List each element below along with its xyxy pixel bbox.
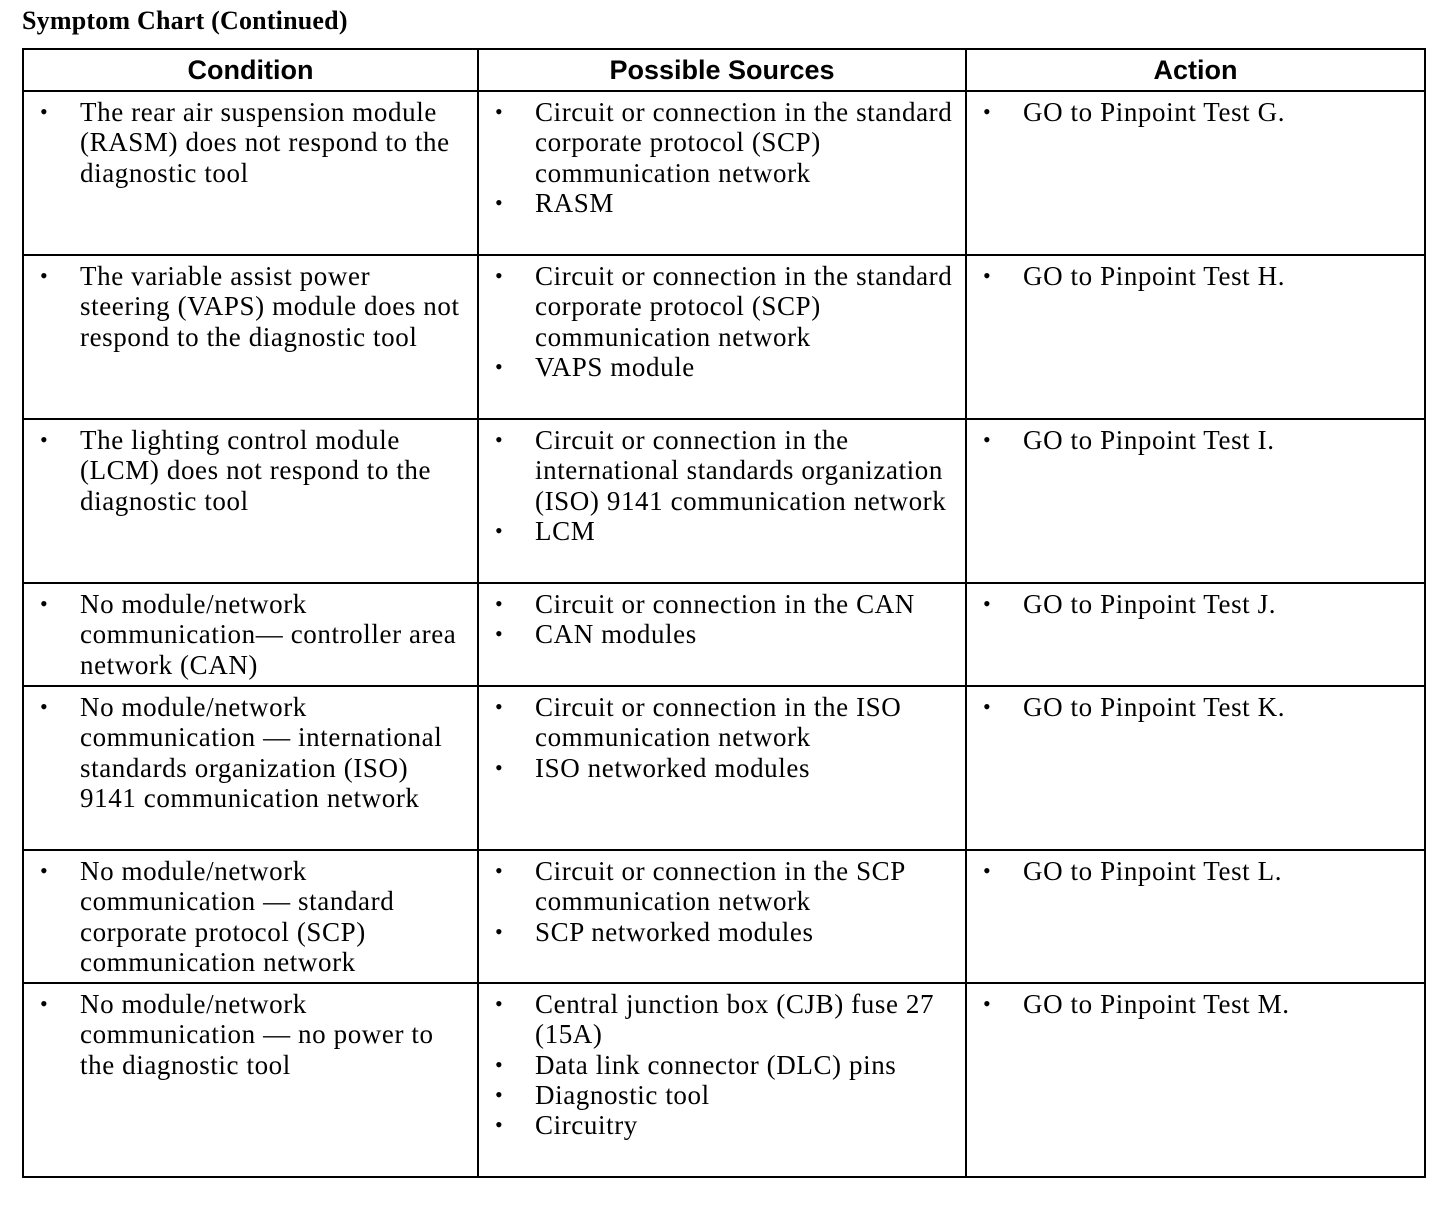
list-item	[491, 1110, 955, 1140]
action-text: GO to Pinpoint Test K.	[1023, 692, 1286, 722]
source-text: Circuit or connection in the SCP communication network	[535, 856, 905, 917]
bullet-icon: •	[495, 754, 504, 780]
source-text: Circuit or connection in the ISO communication network	[535, 692, 902, 753]
sources-cell	[478, 983, 966, 1177]
list-item	[491, 261, 955, 352]
action-cell	[966, 686, 1425, 850]
table-row	[23, 583, 1425, 686]
bullet-icon: •	[495, 353, 504, 379]
bullet-icon: •	[495, 918, 504, 944]
list-item	[36, 692, 467, 813]
bullet-icon: •	[40, 858, 49, 883]
source-text: Diagnostic tool	[535, 1079, 710, 1110]
list-item	[979, 692, 1414, 722]
condition-text: The rear air suspension module (RASM) does not respond to the diagnostic tool	[80, 97, 450, 188]
source-text: Circuit or connection in the international standards organization (ISO) 9141 communication network	[535, 425, 947, 516]
table-row	[23, 686, 1425, 850]
source-text: RASM	[535, 187, 614, 218]
source-text: Central junction box (CJB) fuse 27 (15A)	[535, 989, 935, 1050]
table-row	[23, 983, 1425, 1177]
action-cell	[966, 850, 1425, 983]
bullet-icon: •	[495, 858, 504, 883]
condition-cell	[23, 91, 478, 255]
sources-cell	[478, 91, 966, 255]
action-cell	[966, 983, 1425, 1177]
column-header-condition: Condition	[23, 49, 478, 91]
list-item	[491, 589, 955, 619]
source-text: Circuit or connection in the CAN	[535, 589, 915, 619]
source-text: Circuit or connection in the standard corporate protocol (SCP) communication network	[535, 261, 953, 352]
list-item	[979, 989, 1414, 1019]
bullet-icon: •	[495, 517, 504, 543]
bullet-icon: •	[495, 991, 504, 1016]
action-text: GO to Pinpoint Test J.	[1023, 589, 1277, 619]
list-item	[36, 261, 467, 352]
table-row	[23, 255, 1425, 419]
column-header-possible-sources: Possible Sources	[478, 49, 966, 91]
bullet-icon: •	[983, 858, 992, 883]
action-text: GO to Pinpoint Test L.	[1023, 856, 1283, 886]
list-item	[979, 425, 1414, 455]
table-row	[23, 419, 1425, 583]
source-text: Circuit or connection in the standard corporate protocol (SCP) communication network	[535, 97, 953, 188]
list-item	[491, 989, 955, 1050]
bullet-icon: •	[40, 99, 49, 124]
sources-cell	[478, 686, 966, 850]
action-cell	[966, 91, 1425, 255]
action-cell	[966, 583, 1425, 686]
source-text: ISO networked modules	[535, 752, 811, 783]
list-item	[491, 619, 955, 649]
column-header-action: Action	[966, 49, 1425, 91]
list-item	[36, 989, 467, 1080]
bullet-icon: •	[495, 694, 504, 719]
page-title: Symptom Chart (Continued)	[22, 6, 348, 35]
source-text: Data link connector (DLC) pins	[535, 1049, 897, 1080]
sources-cell	[478, 850, 966, 983]
bullet-icon: •	[983, 99, 992, 124]
table-row	[23, 850, 1425, 983]
list-item	[491, 917, 955, 947]
symptom-table	[22, 48, 1426, 1178]
bullet-icon: •	[495, 189, 504, 215]
condition-text: No module/network communication— controller area network (CAN)	[80, 589, 457, 680]
list-item	[491, 856, 955, 917]
bullet-icon: •	[495, 427, 504, 452]
condition-cell	[23, 583, 478, 686]
condition-cell	[23, 686, 478, 850]
bullet-icon: •	[40, 991, 49, 1016]
list-item	[491, 97, 955, 188]
bullet-icon: •	[495, 99, 504, 124]
action-text: GO to Pinpoint Test G.	[1023, 97, 1286, 127]
list-item	[491, 352, 955, 382]
source-text: Circuitry	[535, 1110, 638, 1141]
list-item	[491, 425, 955, 516]
action-text: GO to Pinpoint Test M.	[1023, 989, 1290, 1019]
sources-cell	[478, 583, 966, 686]
table-header-row	[23, 49, 1425, 91]
source-text: LCM	[535, 515, 596, 546]
bullet-icon: •	[40, 427, 49, 452]
action-cell	[966, 419, 1425, 583]
bullet-icon: •	[495, 591, 504, 616]
condition-text: The lighting control module (LCM) does not respond to the diagnostic tool	[80, 425, 432, 516]
bullet-icon: •	[983, 694, 992, 719]
condition-text: No module/network communication — no power to the diagnostic tool	[80, 989, 434, 1080]
table-row	[23, 91, 1425, 255]
action-text: GO to Pinpoint Test H.	[1023, 261, 1286, 291]
list-item	[491, 692, 955, 753]
condition-text: The variable assist power steering (VAPS) module does not respond to the diagnostic tool	[80, 261, 460, 352]
action-text: GO to Pinpoint Test I.	[1023, 425, 1275, 455]
list-item	[979, 97, 1414, 127]
list-item	[491, 1050, 955, 1080]
bullet-icon: •	[983, 263, 992, 288]
list-item	[491, 753, 955, 783]
condition-cell	[23, 850, 478, 983]
list-item	[979, 261, 1414, 291]
list-item	[36, 856, 467, 977]
bullet-icon: •	[40, 694, 49, 719]
condition-cell	[23, 983, 478, 1177]
list-item	[36, 425, 467, 516]
bullet-icon: •	[983, 591, 992, 616]
bullet-icon: •	[495, 1112, 504, 1138]
list-item	[979, 589, 1414, 619]
sources-cell	[478, 255, 966, 419]
bullet-icon: •	[40, 591, 49, 616]
bullet-icon: •	[495, 1051, 504, 1077]
bullet-icon: •	[983, 427, 992, 452]
list-item	[979, 856, 1414, 886]
condition-cell	[23, 255, 478, 419]
sources-cell	[478, 419, 966, 583]
list-item	[491, 1080, 955, 1110]
bullet-icon: •	[495, 263, 504, 288]
bullet-icon: •	[983, 991, 992, 1016]
condition-cell	[23, 419, 478, 583]
bullet-icon: •	[495, 621, 504, 647]
list-item	[491, 516, 955, 546]
source-text: SCP networked modules	[535, 916, 814, 947]
list-item	[36, 97, 467, 188]
condition-text: No module/network communication — standard corporate protocol (SCP) communication network	[80, 856, 395, 977]
action-cell	[966, 255, 1425, 419]
bullet-icon: •	[495, 1081, 504, 1107]
bullet-icon: •	[40, 263, 49, 288]
list-item	[36, 589, 467, 680]
source-text: CAN modules	[535, 619, 697, 650]
condition-text: No module/network communication — international standards organization (ISO) 9141 communication network	[80, 692, 443, 813]
source-text: VAPS module	[535, 351, 695, 382]
list-item	[491, 188, 955, 218]
